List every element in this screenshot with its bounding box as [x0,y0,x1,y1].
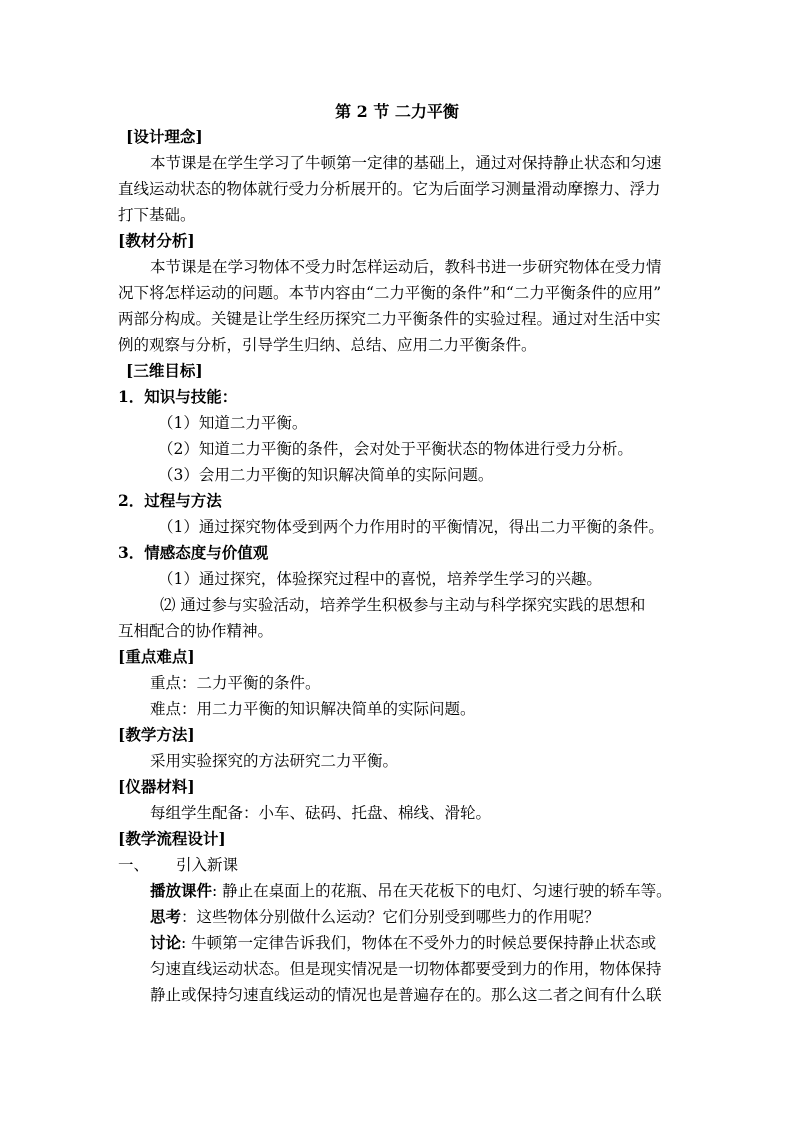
method-line: 采用实验探究的方法研究二力平衡。 [150,752,399,770]
flow-step-number: 一、 [118,856,150,874]
discuss-line: 静止或保持匀速直线运动的情况也是普遍存在的。那么这二者之间有什么联 [150,986,662,1004]
goal3-item: （1）通过探究，体验探究过程中的喜悦，培养学生学习的兴趣。 [158,570,602,588]
material-line: 本节课是在学习物体不受力时怎样运动后，教科书进一步研究物体在受力情 [150,258,662,276]
discuss-line: 匀速直线运动状态。但是现实情况是一切物体都要受到力的作用，物体保持 [150,960,662,978]
discuss-text: : 牛顿第一定律告诉我们，物体在不受外力的时候总要保持静止状态或 [181,934,657,952]
goal2-item: （1）通过探究物体受到两个力作用时的平衡情况，得出二力平衡的条件。 [158,518,664,536]
think-line [150,906,600,928]
think-label: 思考 [150,907,182,926]
design-line: 本节课是在学生学习了牛顿第一定律的基础上，通过对保持静止状态和匀速 [150,154,662,172]
goal1-item: （2）知道二力平衡的条件，会对处于平衡状态的物体进行受力分析。 [158,440,633,458]
flow-step-label: 引入新课 [176,856,239,874]
goals-heading: [三维目标] [126,361,203,380]
play-label: 播放课件 [150,881,213,900]
play-text: : 静止在桌面上的花瓶、吊在天花板下的电灯、匀速行驶的轿车等。 [212,882,672,900]
design-line: 直线运动状态的物体就行受力分析展开的。它为后面学习测量滑动摩擦力、浮力 [118,180,661,198]
play-line [150,880,672,902]
design-line: 打下基础。 [118,206,196,224]
think-text: ：这些物体分别做什么运动？它们分别受到哪些力的作用呢？ [181,908,600,926]
goal1-item: （1）知道二力平衡。 [158,414,308,432]
equip-line: 每组学生配备：小车、砝码、托盘、棉线、滑轮。 [150,804,492,822]
goal3-item: 互相配合的协作精神。 [118,622,274,640]
discuss-label: 讨论 [150,933,182,952]
material-line: 例的观察与分析，引导学生归纳、总结、应用二力平衡条件。 [118,336,537,354]
goal3-heading: 3．情感态度与价值观 [118,543,269,562]
equip-heading: [仪器材料] [118,777,195,796]
key-heading: [重点难点] [118,647,195,666]
goal1-item: （3）会用二力平衡的知识解决简单的实际问题。 [158,466,494,484]
material-line: 两部分构成。关键是让学生经历探究二力平衡条件的实验过程。通过对生活中实 [118,310,661,328]
page-title: 第 2 节 二力平衡 [335,102,459,121]
material-heading: [教材分析] [118,231,195,250]
key-line: 重点：二力平衡的条件。 [150,674,321,692]
goal2-heading: 2．过程与方法 [118,491,222,510]
method-heading: [教学方法] [118,725,195,744]
material-line: 况下将怎样运动的问题。本节内容由“二力平衡的条件”和“二力平衡条件的应用” [118,284,662,302]
flow-heading: [教学流程设计] [118,829,226,848]
design-heading: [设计理念] [126,127,203,146]
goal3-item: ⑵ 通过参与实验活动，培养学生积极参与主动与科学探究实践的思想和 [160,596,646,614]
key-line: 难点：用二力平衡的知识解决简单的实际问题。 [150,700,476,718]
goal1-heading: 1．知识与技能： [118,387,238,406]
discuss-line [150,932,656,954]
